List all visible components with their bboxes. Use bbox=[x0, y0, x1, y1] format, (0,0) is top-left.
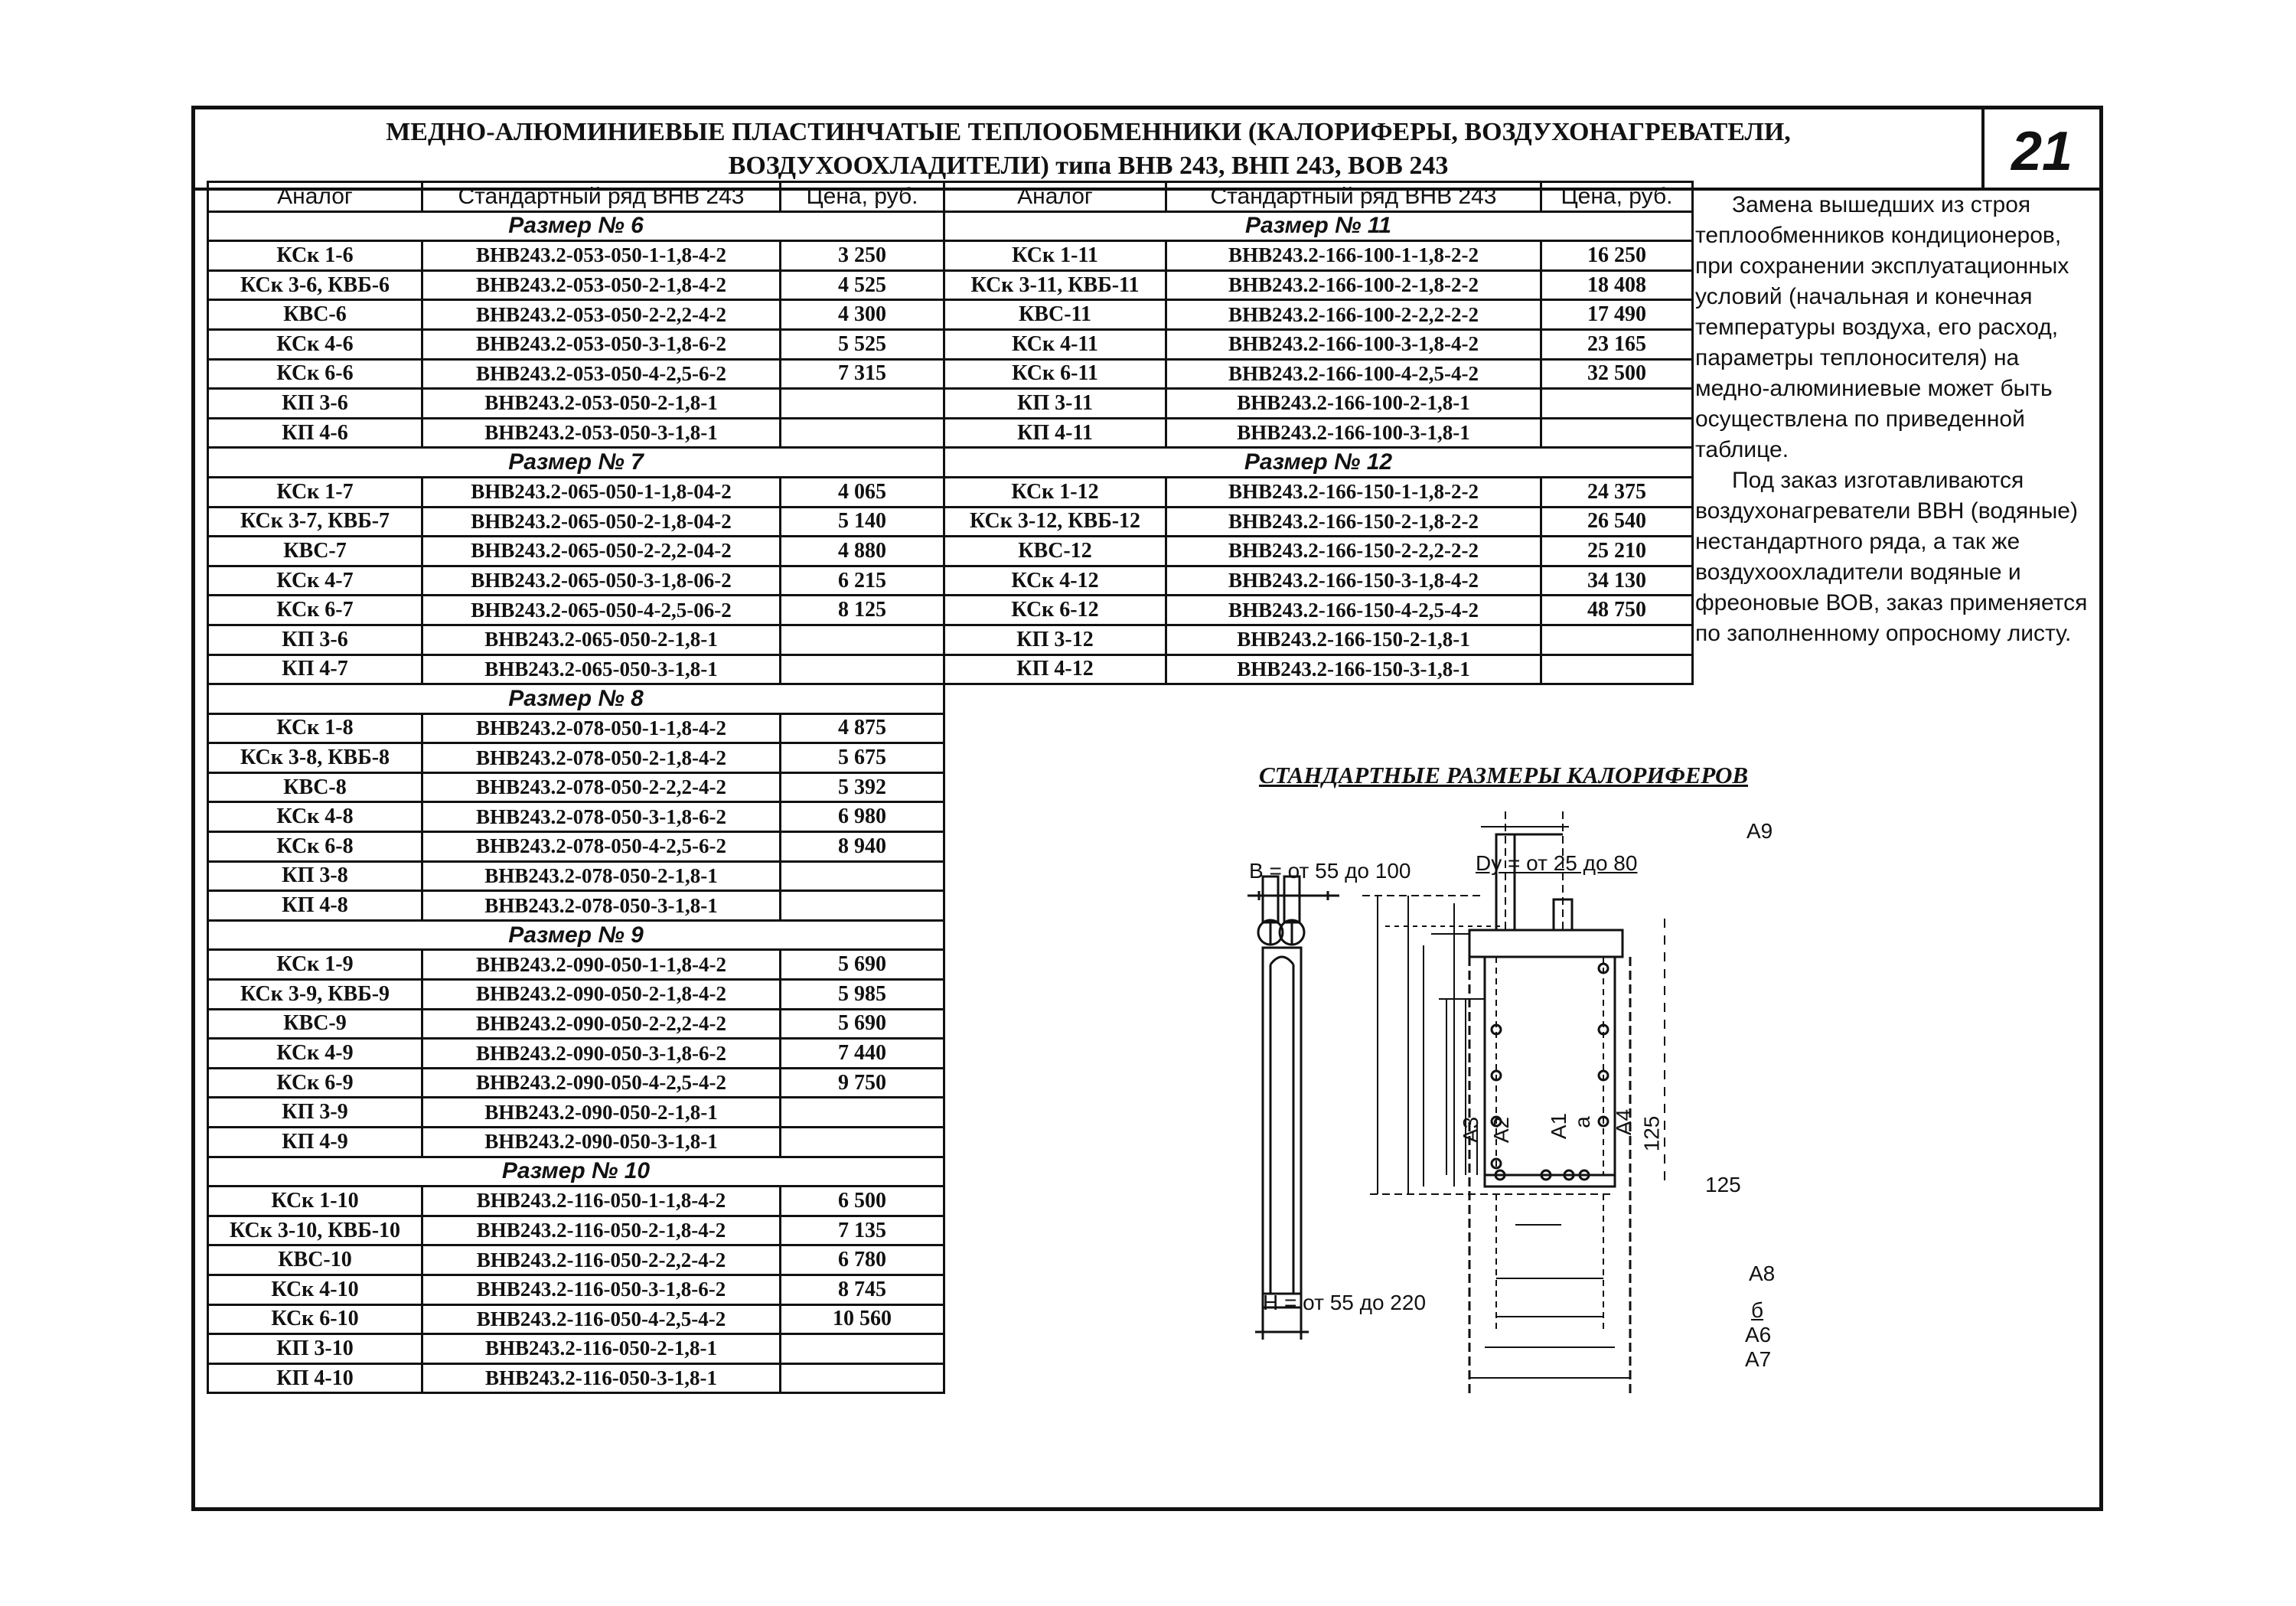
model-code-cell: ВНВ243.2-053-050-2-1,8-4-2 bbox=[422, 270, 781, 300]
price-header: Цена, руб. bbox=[781, 182, 944, 212]
price-cell: 25 210 bbox=[1541, 537, 1693, 566]
table-row bbox=[208, 270, 944, 300]
model-code-cell: ВНВ243.2-166-100-1-1,8-2-2 bbox=[1166, 241, 1541, 271]
analog-cell: КВС-12 bbox=[944, 537, 1166, 566]
analog-cell: КП 4-12 bbox=[944, 654, 1166, 684]
heat-exchanger-diagram bbox=[1225, 811, 1898, 1393]
model-code-cell: ВНВ243.2-078-050-1-1,8-4-2 bbox=[422, 713, 781, 743]
size-heading: Размер № 12 bbox=[944, 448, 1693, 478]
analog-cell: КСк 3-9, КВБ-9 bbox=[208, 980, 422, 1010]
model-code-cell: ВНВ243.2-090-050-2-2,2-4-2 bbox=[422, 1009, 781, 1039]
a9-label: А9 bbox=[1746, 819, 1773, 843]
left-header-row bbox=[208, 182, 944, 212]
price-cell bbox=[1541, 654, 1693, 684]
table-row bbox=[208, 1334, 944, 1364]
model-code-cell: ВНВ243.2-116-050-1-1,8-4-2 bbox=[422, 1187, 781, 1216]
analog-cell: КСк 1-8 bbox=[208, 713, 422, 743]
analog-cell: КСк 6-7 bbox=[208, 596, 422, 625]
analog-cell: КВС-9 bbox=[208, 1009, 422, 1039]
model-code-cell: ВНВ243.2-065-050-2-1,8-1 bbox=[422, 625, 781, 654]
model-code-cell: ВНВ243.2-090-050-4-2,5-4-2 bbox=[422, 1068, 781, 1098]
a8-label: А8 bbox=[1749, 1262, 1776, 1285]
analog-cell: КСк 4-8 bbox=[208, 802, 422, 832]
model-code-cell: ВНВ243.2-053-050-3-1,8-1 bbox=[422, 418, 781, 448]
analog-cell: КСк 6-8 bbox=[208, 832, 422, 862]
price-cell: 10 560 bbox=[781, 1304, 944, 1334]
size-heading: Размер № 8 bbox=[208, 684, 944, 714]
model-code-cell: ВНВ243.2-053-050-2-2,2-4-2 bbox=[422, 300, 781, 330]
replacement-note bbox=[1695, 190, 2093, 649]
table-row bbox=[208, 802, 944, 832]
front-view bbox=[1362, 811, 1665, 1393]
table-row bbox=[944, 300, 1693, 330]
table-row bbox=[208, 241, 944, 271]
price-cell: 9 750 bbox=[781, 1068, 944, 1098]
model-code-cell: ВНВ243.2-078-050-3-1,8-6-2 bbox=[422, 802, 781, 832]
price-cell: 7 440 bbox=[781, 1039, 944, 1069]
table-row bbox=[944, 537, 1693, 566]
analog-cell: КВС-8 bbox=[208, 772, 422, 802]
price-cell bbox=[781, 891, 944, 921]
model-code-cell: ВНВ243.2-078-050-2-1,8-1 bbox=[422, 861, 781, 891]
side-view bbox=[1247, 876, 1339, 1340]
table-row bbox=[208, 1275, 944, 1304]
price-cell: 5 985 bbox=[781, 980, 944, 1010]
analog-cell: КП 4-7 bbox=[208, 654, 422, 684]
model-code-cell: ВНВ243.2-053-050-3-1,8-6-2 bbox=[422, 329, 781, 359]
table-row bbox=[208, 1128, 944, 1157]
price-cell bbox=[781, 861, 944, 891]
analog-cell: КСк 4-9 bbox=[208, 1039, 422, 1069]
analog-cell: КСк 3-8, КВБ-8 bbox=[208, 743, 422, 773]
size-group-row bbox=[208, 211, 944, 241]
price-cell: 5 392 bbox=[781, 772, 944, 802]
table-row bbox=[944, 654, 1693, 684]
table-row bbox=[208, 713, 944, 743]
model-code-cell: ВНВ243.2-166-100-2-1,8-1 bbox=[1166, 389, 1541, 419]
table-row bbox=[944, 418, 1693, 448]
price-cell: 4 875 bbox=[781, 713, 944, 743]
size-heading: Размер № 10 bbox=[208, 1157, 944, 1187]
model-code-cell: ВНВ243.2-116-050-3-1,8-1 bbox=[422, 1363, 781, 1393]
analog-cell: КСк 6-10 bbox=[208, 1304, 422, 1334]
price-cell: 5 525 bbox=[781, 329, 944, 359]
price-cell: 6 980 bbox=[781, 802, 944, 832]
analog-cell: КСк 4-6 bbox=[208, 329, 422, 359]
price-cell bbox=[781, 1128, 944, 1157]
a3-label: А3 bbox=[1459, 1116, 1483, 1144]
table-row bbox=[208, 1068, 944, 1098]
price-cell: 17 490 bbox=[1541, 300, 1693, 330]
analog-cell: КСк 4-12 bbox=[944, 566, 1166, 596]
table-row bbox=[208, 329, 944, 359]
title-line-1: МЕДНО-АЛЮМИНИЕВЫЕ ПЛАСТИНЧАТЫЕ ТЕПЛООБМЕННИКИ (КАЛОРИФЕРЫ, ВОЗДУХОНАГРЕВАТЕЛИ, bbox=[386, 118, 1791, 146]
size-group-row bbox=[208, 448, 944, 478]
model-code-cell: ВНВ243.2-166-150-3-1,8-1 bbox=[1166, 654, 1541, 684]
price-cell: 4 065 bbox=[781, 477, 944, 507]
size-group-row bbox=[944, 211, 1693, 241]
diagram-title: СТАНДАРТНЫЕ РАЗМЕРЫ КАЛОРИФЕРОВ bbox=[1259, 762, 1749, 788]
table-row bbox=[208, 418, 944, 448]
analog-cell: КСк 1-6 bbox=[208, 241, 422, 271]
analog-cell: КВС-6 bbox=[208, 300, 422, 330]
price-cell: 32 500 bbox=[1541, 359, 1693, 389]
model-code-cell: ВНВ243.2-116-050-4-2,5-4-2 bbox=[422, 1304, 781, 1334]
table-row bbox=[944, 270, 1693, 300]
note-paragraph-1: Замена вышедших из строя теплообменников кондиционеров, при сохранении эксплуатационных условий (начальная и конечная температуры воздуха, его расход, параметры теплоносителя) на медно-алюминиевые может быть осуществлена по приведенной таблице. bbox=[1695, 192, 2069, 462]
analog-cell: КСк 6-12 bbox=[944, 596, 1166, 625]
table-row bbox=[944, 507, 1693, 537]
price-cell bbox=[781, 389, 944, 419]
analog-cell: КСк 4-11 bbox=[944, 329, 1166, 359]
dim-125-horizontal: 125 bbox=[1705, 1173, 1741, 1196]
table-row bbox=[944, 389, 1693, 419]
price-cell bbox=[781, 1334, 944, 1364]
model-code-cell: ВНВ243.2-053-050-1-1,8-4-2 bbox=[422, 241, 781, 271]
analog-cell: КВС-7 bbox=[208, 537, 422, 566]
price-cell bbox=[781, 625, 944, 654]
analog-cell: КСк 1-10 bbox=[208, 1187, 422, 1216]
title-line-2: ВОЗДУХООХЛАДИТЕЛИ) типа ВНВ 243, ВНП 243, ВОВ 243 bbox=[728, 152, 1449, 180]
price-cell bbox=[781, 1363, 944, 1393]
model-code-cell: ВНВ243.2-090-050-3-1,8-1 bbox=[422, 1128, 781, 1157]
size-heading: Размер № 6 bbox=[208, 211, 944, 241]
standard-header: Стандартный ряд ВНВ 243 bbox=[1166, 182, 1541, 212]
model-code-cell: ВНВ243.2-078-050-4-2,5-6-2 bbox=[422, 832, 781, 862]
price-cell: 4 880 bbox=[781, 537, 944, 566]
b-width-label: В = от 55 до 100 bbox=[1249, 859, 1411, 883]
model-code-cell: ВНВ243.2-166-150-1-1,8-2-2 bbox=[1166, 477, 1541, 507]
model-code-cell: ВНВ243.2-078-050-2-2,2-4-2 bbox=[422, 772, 781, 802]
price-cell: 3 250 bbox=[781, 241, 944, 271]
model-code-cell: ВНВ243.2-065-050-3-1,8-1 bbox=[422, 654, 781, 684]
table-row bbox=[208, 1216, 944, 1245]
table-row bbox=[208, 1039, 944, 1069]
table-row bbox=[208, 654, 944, 684]
table-row bbox=[208, 743, 944, 773]
model-code-cell: ВНВ243.2-065-050-2-2,2-04-2 bbox=[422, 537, 781, 566]
size-heading: Размер № 11 bbox=[944, 211, 1693, 241]
h-depth-label: Н = от 55 до 220 bbox=[1263, 1291, 1427, 1314]
analog-cell: КСк 6-11 bbox=[944, 359, 1166, 389]
a4-label: А4 bbox=[1612, 1108, 1636, 1136]
analog-cell: КСк 1-11 bbox=[944, 241, 1166, 271]
table-row bbox=[208, 566, 944, 596]
price-cell bbox=[1541, 418, 1693, 448]
analog-cell: КП 4-11 bbox=[944, 418, 1166, 448]
table-row bbox=[208, 1363, 944, 1393]
analog-cell: КСк 3-10, КВБ-10 bbox=[208, 1216, 422, 1245]
model-code-cell: ВНВ243.2-090-050-2-1,8-4-2 bbox=[422, 980, 781, 1010]
table-row bbox=[208, 772, 944, 802]
table-row bbox=[208, 1245, 944, 1275]
analog-cell: КП 3-11 bbox=[944, 389, 1166, 419]
price-cell bbox=[781, 1098, 944, 1128]
b-dim-label: б bbox=[1751, 1298, 1764, 1322]
model-code-cell: ВНВ243.2-166-150-2-1,8-1 bbox=[1166, 625, 1541, 654]
price-cell: 6 780 bbox=[781, 1245, 944, 1275]
size-group-row bbox=[208, 1157, 944, 1187]
price-cell: 5 690 bbox=[781, 1009, 944, 1039]
model-code-cell: ВНВ243.2-116-050-2-1,8-1 bbox=[422, 1334, 781, 1364]
a-label: а bbox=[1570, 1116, 1594, 1128]
table-row bbox=[208, 477, 944, 507]
note-paragraph-2: Под заказ изготавливаются воздухонагреватели ВВН (водяные) нестандартного ряда, а так же воздухоохладители водяные и фреоновые ВОВ, заказ применяется по заполненному опросному листу. bbox=[1695, 468, 2088, 646]
table-row bbox=[208, 861, 944, 891]
right-header-row bbox=[944, 182, 1693, 212]
price-cell: 16 250 bbox=[1541, 241, 1693, 271]
price-cell: 5 690 bbox=[781, 950, 944, 980]
price-cell: 24 375 bbox=[1541, 477, 1693, 507]
analog-cell: КСк 1-7 bbox=[208, 477, 422, 507]
a6-label: А6 bbox=[1745, 1323, 1772, 1346]
analog-cell: КП 4-10 bbox=[208, 1363, 422, 1393]
table-row bbox=[944, 566, 1693, 596]
price-cell: 8 745 bbox=[781, 1275, 944, 1304]
price-cell bbox=[1541, 625, 1693, 654]
model-code-cell: ВНВ243.2-090-050-3-1,8-6-2 bbox=[422, 1039, 781, 1069]
analog-cell: КП 3-12 bbox=[944, 625, 1166, 654]
table-row bbox=[944, 625, 1693, 654]
analog-cell: КП 4-6 bbox=[208, 418, 422, 448]
model-code-cell: ВНВ243.2-166-150-4-2,5-4-2 bbox=[1166, 596, 1541, 625]
model-code-cell: ВНВ243.2-065-050-2-1,8-04-2 bbox=[422, 507, 781, 537]
price-cell: 4 525 bbox=[781, 270, 944, 300]
model-code-cell: ВНВ243.2-090-050-1-1,8-4-2 bbox=[422, 950, 781, 980]
table-row bbox=[208, 950, 944, 980]
price-cell: 26 540 bbox=[1541, 507, 1693, 537]
model-code-cell: ВНВ243.2-166-150-3-1,8-4-2 bbox=[1166, 566, 1541, 596]
price-cell: 48 750 bbox=[1541, 596, 1693, 625]
standard-header: Стандартный ряд ВНВ 243 bbox=[422, 182, 781, 212]
table-row bbox=[208, 1187, 944, 1216]
analog-cell: КСк 4-7 bbox=[208, 566, 422, 596]
model-code-cell: ВНВ243.2-166-150-2-2,2-2-2 bbox=[1166, 537, 1541, 566]
analog-cell: КСк 1-12 bbox=[944, 477, 1166, 507]
model-code-cell: ВНВ243.2-053-050-4-2,5-6-2 bbox=[422, 359, 781, 389]
a2-label: А2 bbox=[1489, 1116, 1514, 1144]
price-cell bbox=[781, 418, 944, 448]
model-code-cell: ВНВ243.2-065-050-1-1,8-04-2 bbox=[422, 477, 781, 507]
page-number: 21 bbox=[1985, 109, 2099, 191]
size-heading: Размер № 9 bbox=[208, 920, 944, 950]
model-code-cell: ВНВ243.2-116-050-2-1,8-4-2 bbox=[422, 1216, 781, 1245]
price-cell: 23 165 bbox=[1541, 329, 1693, 359]
model-code-cell: ВНВ243.2-065-050-3-1,8-06-2 bbox=[422, 566, 781, 596]
size-group-row bbox=[208, 684, 944, 714]
price-cell: 8 940 bbox=[781, 832, 944, 862]
analog-cell: КП 4-8 bbox=[208, 891, 422, 921]
model-code-cell: ВНВ243.2-166-100-3-1,8-4-2 bbox=[1166, 329, 1541, 359]
dy-label: Dy = от 25 до 80 bbox=[1476, 851, 1638, 875]
price-header: Цена, руб. bbox=[1541, 182, 1693, 212]
table-row bbox=[208, 1304, 944, 1334]
table-row bbox=[208, 537, 944, 566]
right-price-table bbox=[943, 181, 1694, 685]
price-cell: 6 500 bbox=[781, 1187, 944, 1216]
table-row bbox=[208, 596, 944, 625]
price-cell: 18 408 bbox=[1541, 270, 1693, 300]
analog-cell: КСк 6-6 bbox=[208, 359, 422, 389]
analog-cell: КП 3-9 bbox=[208, 1098, 422, 1128]
price-cell bbox=[781, 654, 944, 684]
table-row bbox=[944, 477, 1693, 507]
table-row bbox=[208, 980, 944, 1010]
table-row bbox=[944, 241, 1693, 271]
analog-cell: КП 3-8 bbox=[208, 861, 422, 891]
analog-cell: КСк 3-7, КВБ-7 bbox=[208, 507, 422, 537]
model-code-cell: ВНВ243.2-166-100-2-1,8-2-2 bbox=[1166, 270, 1541, 300]
analog-cell: КП 3-6 bbox=[208, 389, 422, 419]
left-price-table bbox=[207, 181, 945, 1394]
size-group-row bbox=[944, 448, 1693, 478]
model-code-cell: ВНВ243.2-166-100-3-1,8-1 bbox=[1166, 418, 1541, 448]
analog-header: Аналог bbox=[208, 182, 422, 212]
price-cell: 8 125 bbox=[781, 596, 944, 625]
table-row bbox=[208, 389, 944, 419]
model-code-cell: ВНВ243.2-065-050-4-2,5-06-2 bbox=[422, 596, 781, 625]
analog-cell: КСк 6-9 bbox=[208, 1068, 422, 1098]
model-code-cell: ВНВ243.2-116-050-2-2,2-4-2 bbox=[422, 1245, 781, 1275]
analog-cell: КСк 4-10 bbox=[208, 1275, 422, 1304]
table-row bbox=[208, 359, 944, 389]
table-row bbox=[944, 596, 1693, 625]
model-code-cell: ВНВ243.2-078-050-3-1,8-1 bbox=[422, 891, 781, 921]
model-code-cell: ВНВ243.2-078-050-2-1,8-4-2 bbox=[422, 743, 781, 773]
size-group-row bbox=[208, 920, 944, 950]
analog-cell: КСк 1-9 bbox=[208, 950, 422, 980]
model-code-cell: ВНВ243.2-053-050-2-1,8-1 bbox=[422, 389, 781, 419]
price-cell: 5 675 bbox=[781, 743, 944, 773]
price-cell: 34 130 bbox=[1541, 566, 1693, 596]
analog-cell: КП 4-9 bbox=[208, 1128, 422, 1157]
model-code-cell: ВНВ243.2-116-050-3-1,8-6-2 bbox=[422, 1275, 781, 1304]
price-cell: 7 135 bbox=[781, 1216, 944, 1245]
table-row bbox=[208, 1098, 944, 1128]
analog-cell: КСк 3-6, КВБ-6 bbox=[208, 270, 422, 300]
price-cell: 4 300 bbox=[781, 300, 944, 330]
price-cell: 5 140 bbox=[781, 507, 944, 537]
table-row bbox=[208, 832, 944, 862]
analog-header: Аналог bbox=[944, 182, 1166, 212]
size-heading: Размер № 7 bbox=[208, 448, 944, 478]
analog-cell: КСк 3-11, КВБ-11 bbox=[944, 270, 1166, 300]
model-code-cell: ВНВ243.2-166-100-2-2,2-2-2 bbox=[1166, 300, 1541, 330]
table-row bbox=[208, 1009, 944, 1039]
analog-cell: КВС-11 bbox=[944, 300, 1166, 330]
model-code-cell: ВНВ243.2-090-050-2-1,8-1 bbox=[422, 1098, 781, 1128]
table-row bbox=[208, 300, 944, 330]
page-title bbox=[195, 109, 1985, 191]
price-cell: 7 315 bbox=[781, 359, 944, 389]
analog-cell: КСк 3-12, КВБ-12 bbox=[944, 507, 1166, 537]
price-cell bbox=[1541, 389, 1693, 419]
table-row bbox=[944, 359, 1693, 389]
analog-cell: КП 3-10 bbox=[208, 1334, 422, 1364]
analog-cell: КВС-10 bbox=[208, 1245, 422, 1275]
dim-125-vertical: 125 bbox=[1639, 1115, 1664, 1152]
table-row bbox=[944, 329, 1693, 359]
analog-cell: КП 3-6 bbox=[208, 625, 422, 654]
table-row bbox=[208, 625, 944, 654]
price-cell: 6 215 bbox=[781, 566, 944, 596]
a1-label: А1 bbox=[1547, 1112, 1571, 1140]
table-row bbox=[208, 891, 944, 921]
table-row bbox=[208, 507, 944, 537]
model-code-cell: ВНВ243.2-166-100-4-2,5-4-2 bbox=[1166, 359, 1541, 389]
model-code-cell: ВНВ243.2-166-150-2-1,8-2-2 bbox=[1166, 507, 1541, 537]
a7-label: А7 bbox=[1745, 1347, 1772, 1371]
